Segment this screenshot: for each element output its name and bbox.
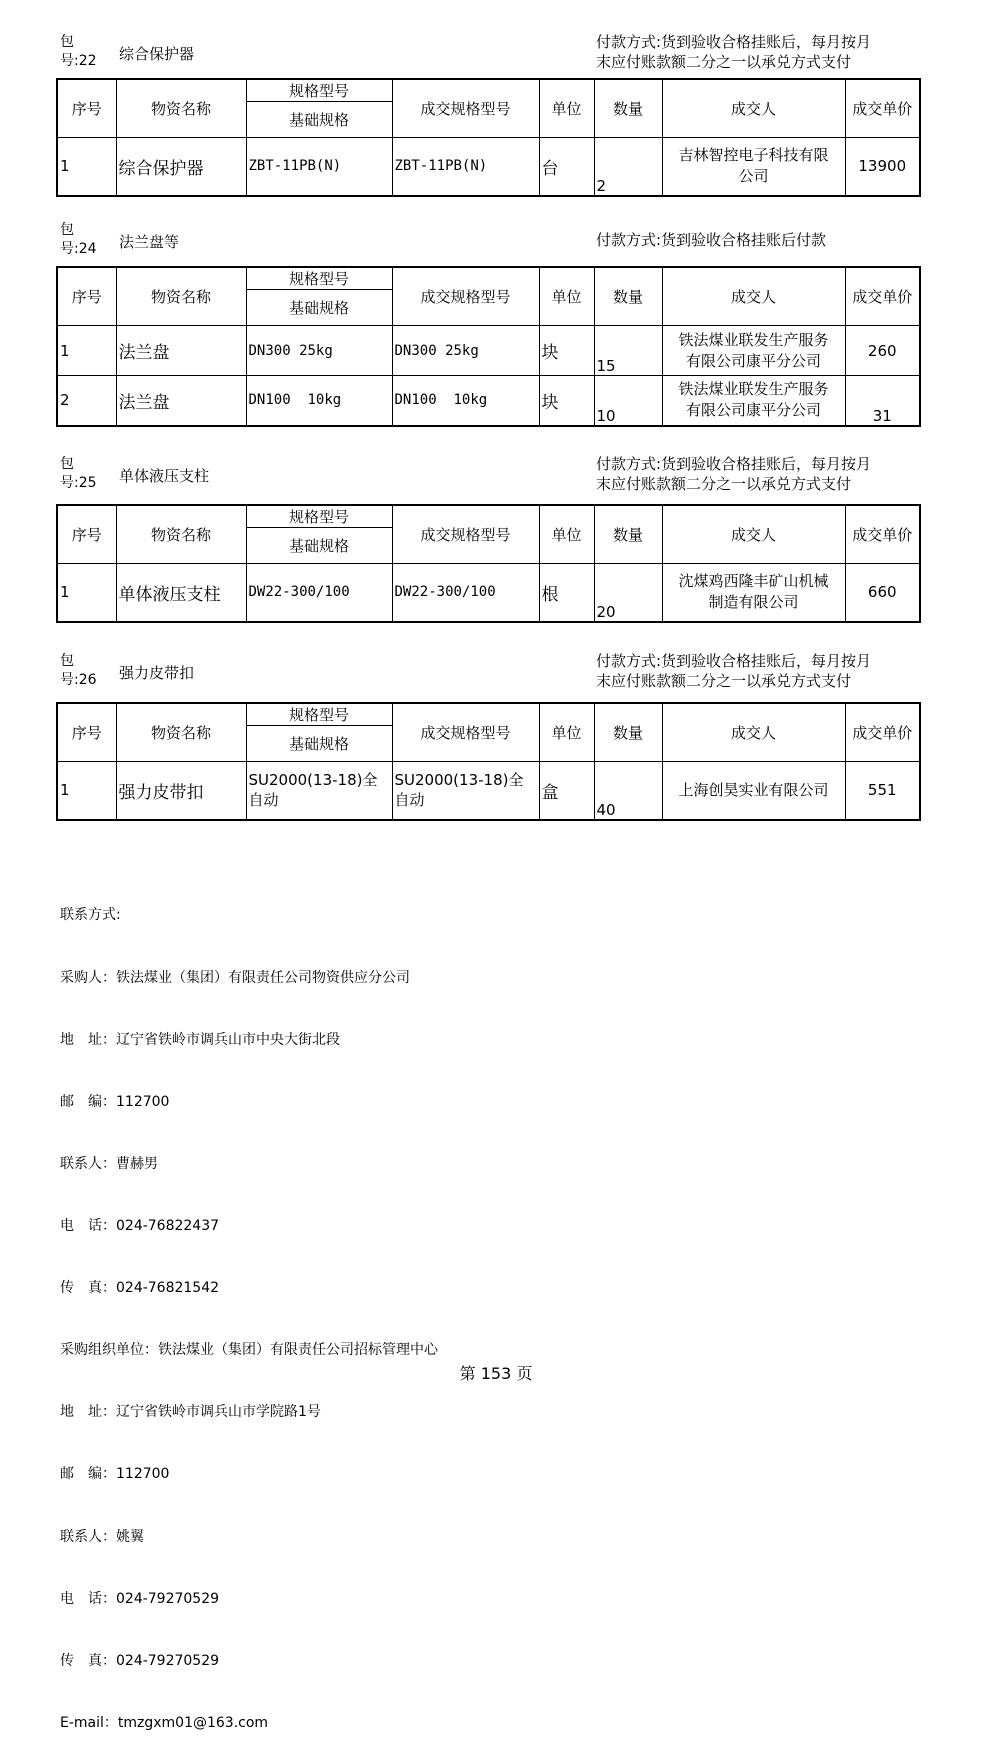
contact-line: 传 真：024-76821542 bbox=[60, 1280, 220, 1297]
cell-supplier bbox=[662, 138, 845, 196]
package-26-payment bbox=[596, 651, 926, 691]
header-name: 物资名称 bbox=[116, 267, 246, 326]
package-label-line1: 包 bbox=[60, 456, 74, 472]
table-row bbox=[57, 376, 920, 426]
cell-seq: 1 bbox=[57, 326, 116, 376]
package-24-table bbox=[56, 266, 921, 427]
package-24-label bbox=[60, 221, 110, 259]
payment-line1: 付款方式:货到验收合格挂账后，每月按月 bbox=[596, 652, 872, 670]
contact-line: 电 话：024-79270529 bbox=[60, 1590, 220, 1607]
header-supplier: 成交人 bbox=[662, 703, 845, 762]
package-22-table bbox=[56, 78, 921, 197]
header-qty: 数量 bbox=[594, 267, 662, 326]
supplier-line2: 制造有限公司 bbox=[708, 593, 799, 612]
payment-line1: 付款方式:货到验收合格挂账后付款 bbox=[596, 231, 827, 249]
header-seq: 序号 bbox=[57, 505, 116, 564]
payment-line2: 末应付账款额二分之一以承兑方式支付 bbox=[596, 672, 852, 690]
header-unit: 单位 bbox=[539, 79, 594, 138]
supplier-line2: 公司 bbox=[738, 167, 769, 186]
spec-line2: 自动 bbox=[248, 791, 279, 810]
cell-seq: 1 bbox=[57, 762, 116, 820]
header-price: 成交单价 bbox=[845, 267, 920, 326]
cell-name: 法兰盘 bbox=[116, 376, 246, 426]
header-seq: 序号 bbox=[57, 703, 116, 762]
header-name: 物资名称 bbox=[116, 703, 246, 762]
cell-unit: 块 bbox=[539, 376, 594, 426]
cell-seq: 1 bbox=[57, 138, 116, 196]
package-24-payment bbox=[596, 230, 926, 250]
cell-name: 单体液压支柱 bbox=[116, 564, 246, 622]
page-number: 第 153 页 bbox=[459, 1364, 533, 1383]
cell-deal-spec bbox=[392, 762, 539, 820]
package-label-line1: 包 bbox=[60, 34, 74, 50]
payment-line1: 付款方式:货到验收合格挂账后，每月按月 bbox=[596, 455, 872, 473]
header-spec-group: 规格型号 bbox=[246, 505, 392, 528]
cell-deal-spec: DN100 10kg bbox=[392, 376, 539, 426]
supplier-line2: 有限公司康平分公司 bbox=[685, 351, 821, 370]
package-22-title: 综合保护器 bbox=[119, 45, 195, 63]
deal-spec-line2: 自动 bbox=[394, 791, 425, 810]
cell-unit: 根 bbox=[539, 564, 594, 622]
cell-supplier bbox=[662, 376, 845, 426]
table-row bbox=[57, 138, 920, 196]
contact-line: 邮 编：112700 bbox=[60, 1466, 170, 1483]
cell-seq: 2 bbox=[57, 376, 116, 426]
supplier-line1: 铁法煤业联发生产服务 bbox=[678, 330, 829, 349]
header-qty: 数量 bbox=[594, 505, 662, 564]
table-row bbox=[57, 326, 920, 376]
supplier-line2: 有限公司康平分公司 bbox=[685, 401, 821, 420]
contact-block bbox=[60, 864, 438, 1754]
header-supplier: 成交人 bbox=[662, 79, 845, 138]
deal-spec-line1: SU2000(13-18)全 bbox=[394, 771, 524, 790]
package-22-payment bbox=[596, 32, 926, 72]
contact-line: 地 址：辽宁省铁岭市调兵山市中央大街北段 bbox=[60, 1031, 340, 1048]
header-price: 成交单价 bbox=[845, 79, 920, 138]
cell-unit: 台 bbox=[539, 138, 594, 196]
header-deal-spec: 成交规格型号 bbox=[392, 267, 539, 326]
package-26-title: 强力皮带扣 bbox=[119, 664, 195, 682]
package-label-line1: 包 bbox=[60, 222, 74, 238]
header-spec-basic: 基础规格 bbox=[246, 102, 392, 138]
contact-line: 联系人：姚翼 bbox=[60, 1528, 144, 1545]
cell-price: 660 bbox=[845, 564, 920, 622]
package-label-line2: 号:26 bbox=[60, 672, 97, 688]
package-25-payment bbox=[596, 454, 926, 494]
cell-spec: DW22-300/100 bbox=[246, 564, 392, 622]
cell-seq: 1 bbox=[57, 564, 116, 622]
payment-line1: 付款方式:货到验收合格挂账后，每月按月 bbox=[596, 33, 872, 51]
header-seq: 序号 bbox=[57, 79, 116, 138]
cell-deal-spec: DW22-300/100 bbox=[392, 564, 539, 622]
header-spec-group: 规格型号 bbox=[246, 267, 392, 290]
contact-line: 采购人：铁法煤业（集团）有限责任公司物资供应分公司 bbox=[60, 969, 410, 986]
cell-unit: 盒 bbox=[539, 762, 594, 820]
package-24-title: 法兰盘等 bbox=[119, 233, 180, 251]
supplier-line1: 沈煤鸡西隆丰矿山机械 bbox=[678, 572, 829, 591]
header-unit: 单位 bbox=[539, 267, 594, 326]
header-name: 物资名称 bbox=[116, 79, 246, 138]
cell-qty: 40 bbox=[594, 762, 662, 820]
payment-line2: 末应付账款额二分之一以承兑方式支付 bbox=[596, 475, 852, 493]
header-spec-group: 规格型号 bbox=[246, 703, 392, 726]
contact-line: 传 真：024-79270529 bbox=[60, 1652, 220, 1669]
package-25-label bbox=[60, 455, 110, 493]
contact-line: 地 址：辽宁省铁岭市调兵山市学院路1号 bbox=[60, 1404, 321, 1421]
header-unit: 单位 bbox=[539, 505, 594, 564]
header-deal-spec: 成交规格型号 bbox=[392, 505, 539, 564]
header-qty: 数量 bbox=[594, 79, 662, 138]
cell-unit: 块 bbox=[539, 326, 594, 376]
header-spec-basic: 基础规格 bbox=[246, 528, 392, 564]
supplier-line1: 铁法煤业联发生产服务 bbox=[678, 380, 829, 399]
contact-line: E-mail：tmzgxm01@163.com bbox=[60, 1714, 269, 1731]
cell-spec bbox=[246, 762, 392, 820]
header-qty: 数量 bbox=[594, 703, 662, 762]
header-spec-basic: 基础规格 bbox=[246, 290, 392, 326]
supplier-line1: 上海创昊实业有限公司 bbox=[678, 780, 829, 799]
package-label-line2: 号:22 bbox=[60, 53, 97, 69]
header-deal-spec: 成交规格型号 bbox=[392, 79, 539, 138]
cell-name: 综合保护器 bbox=[116, 138, 246, 196]
header-spec-basic: 基础规格 bbox=[246, 726, 392, 762]
cell-price: 551 bbox=[845, 762, 920, 820]
table-row bbox=[57, 762, 920, 820]
table-row bbox=[57, 564, 920, 622]
cell-qty: 20 bbox=[594, 564, 662, 622]
cell-qty: 15 bbox=[594, 326, 662, 376]
cell-price: 260 bbox=[845, 326, 920, 376]
cell-deal-spec: DN300 25kg bbox=[392, 326, 539, 376]
cell-name: 强力皮带扣 bbox=[116, 762, 246, 820]
package-label-line2: 号:25 bbox=[60, 475, 97, 491]
spec-line1: SU2000(13-18)全 bbox=[248, 771, 378, 790]
cell-spec: DN100 10kg bbox=[246, 376, 392, 426]
package-25-table bbox=[56, 504, 921, 623]
package-26-table bbox=[56, 702, 921, 821]
cell-deal-spec: ZBT-11PB(N) bbox=[392, 138, 539, 196]
header-deal-spec: 成交规格型号 bbox=[392, 703, 539, 762]
contact-line: 联系人：曹赫男 bbox=[60, 1155, 158, 1172]
payment-line2: 末应付账款额二分之一以承兑方式支付 bbox=[596, 53, 852, 71]
cell-spec: ZBT-11PB(N) bbox=[246, 138, 392, 196]
package-label-line1: 包 bbox=[60, 653, 74, 669]
header-supplier: 成交人 bbox=[662, 505, 845, 564]
cell-qty: 10 bbox=[594, 376, 662, 426]
cell-qty: 2 bbox=[594, 138, 662, 196]
cell-supplier bbox=[662, 326, 845, 376]
package-22-label bbox=[60, 33, 110, 71]
package-26-label bbox=[60, 652, 110, 690]
header-price: 成交单价 bbox=[845, 505, 920, 564]
cell-price: 31 bbox=[845, 376, 920, 426]
header-supplier: 成交人 bbox=[662, 267, 845, 326]
header-name: 物资名称 bbox=[116, 505, 246, 564]
supplier-line1: 吉林智控电子科技有限 bbox=[678, 146, 829, 165]
contact-line: 电 话：024-76822437 bbox=[60, 1217, 220, 1234]
header-price: 成交单价 bbox=[845, 703, 920, 762]
cell-supplier bbox=[662, 564, 845, 622]
header-unit: 单位 bbox=[539, 703, 594, 762]
package-25-title: 单体液压支柱 bbox=[119, 467, 210, 485]
cell-supplier bbox=[662, 762, 845, 820]
header-seq: 序号 bbox=[57, 267, 116, 326]
contact-heading: 联系方式: bbox=[60, 907, 121, 924]
package-label-line2: 号:24 bbox=[60, 241, 97, 257]
cell-name: 法兰盘 bbox=[116, 326, 246, 376]
contact-line: 邮 编：112700 bbox=[60, 1093, 170, 1110]
cell-price: 13900 bbox=[845, 138, 920, 196]
header-spec-group: 规格型号 bbox=[246, 79, 392, 102]
contact-line: 采购组织单位：铁法煤业（集团）有限责任公司招标管理中心 bbox=[60, 1342, 438, 1359]
cell-spec: DN300 25kg bbox=[246, 326, 392, 376]
